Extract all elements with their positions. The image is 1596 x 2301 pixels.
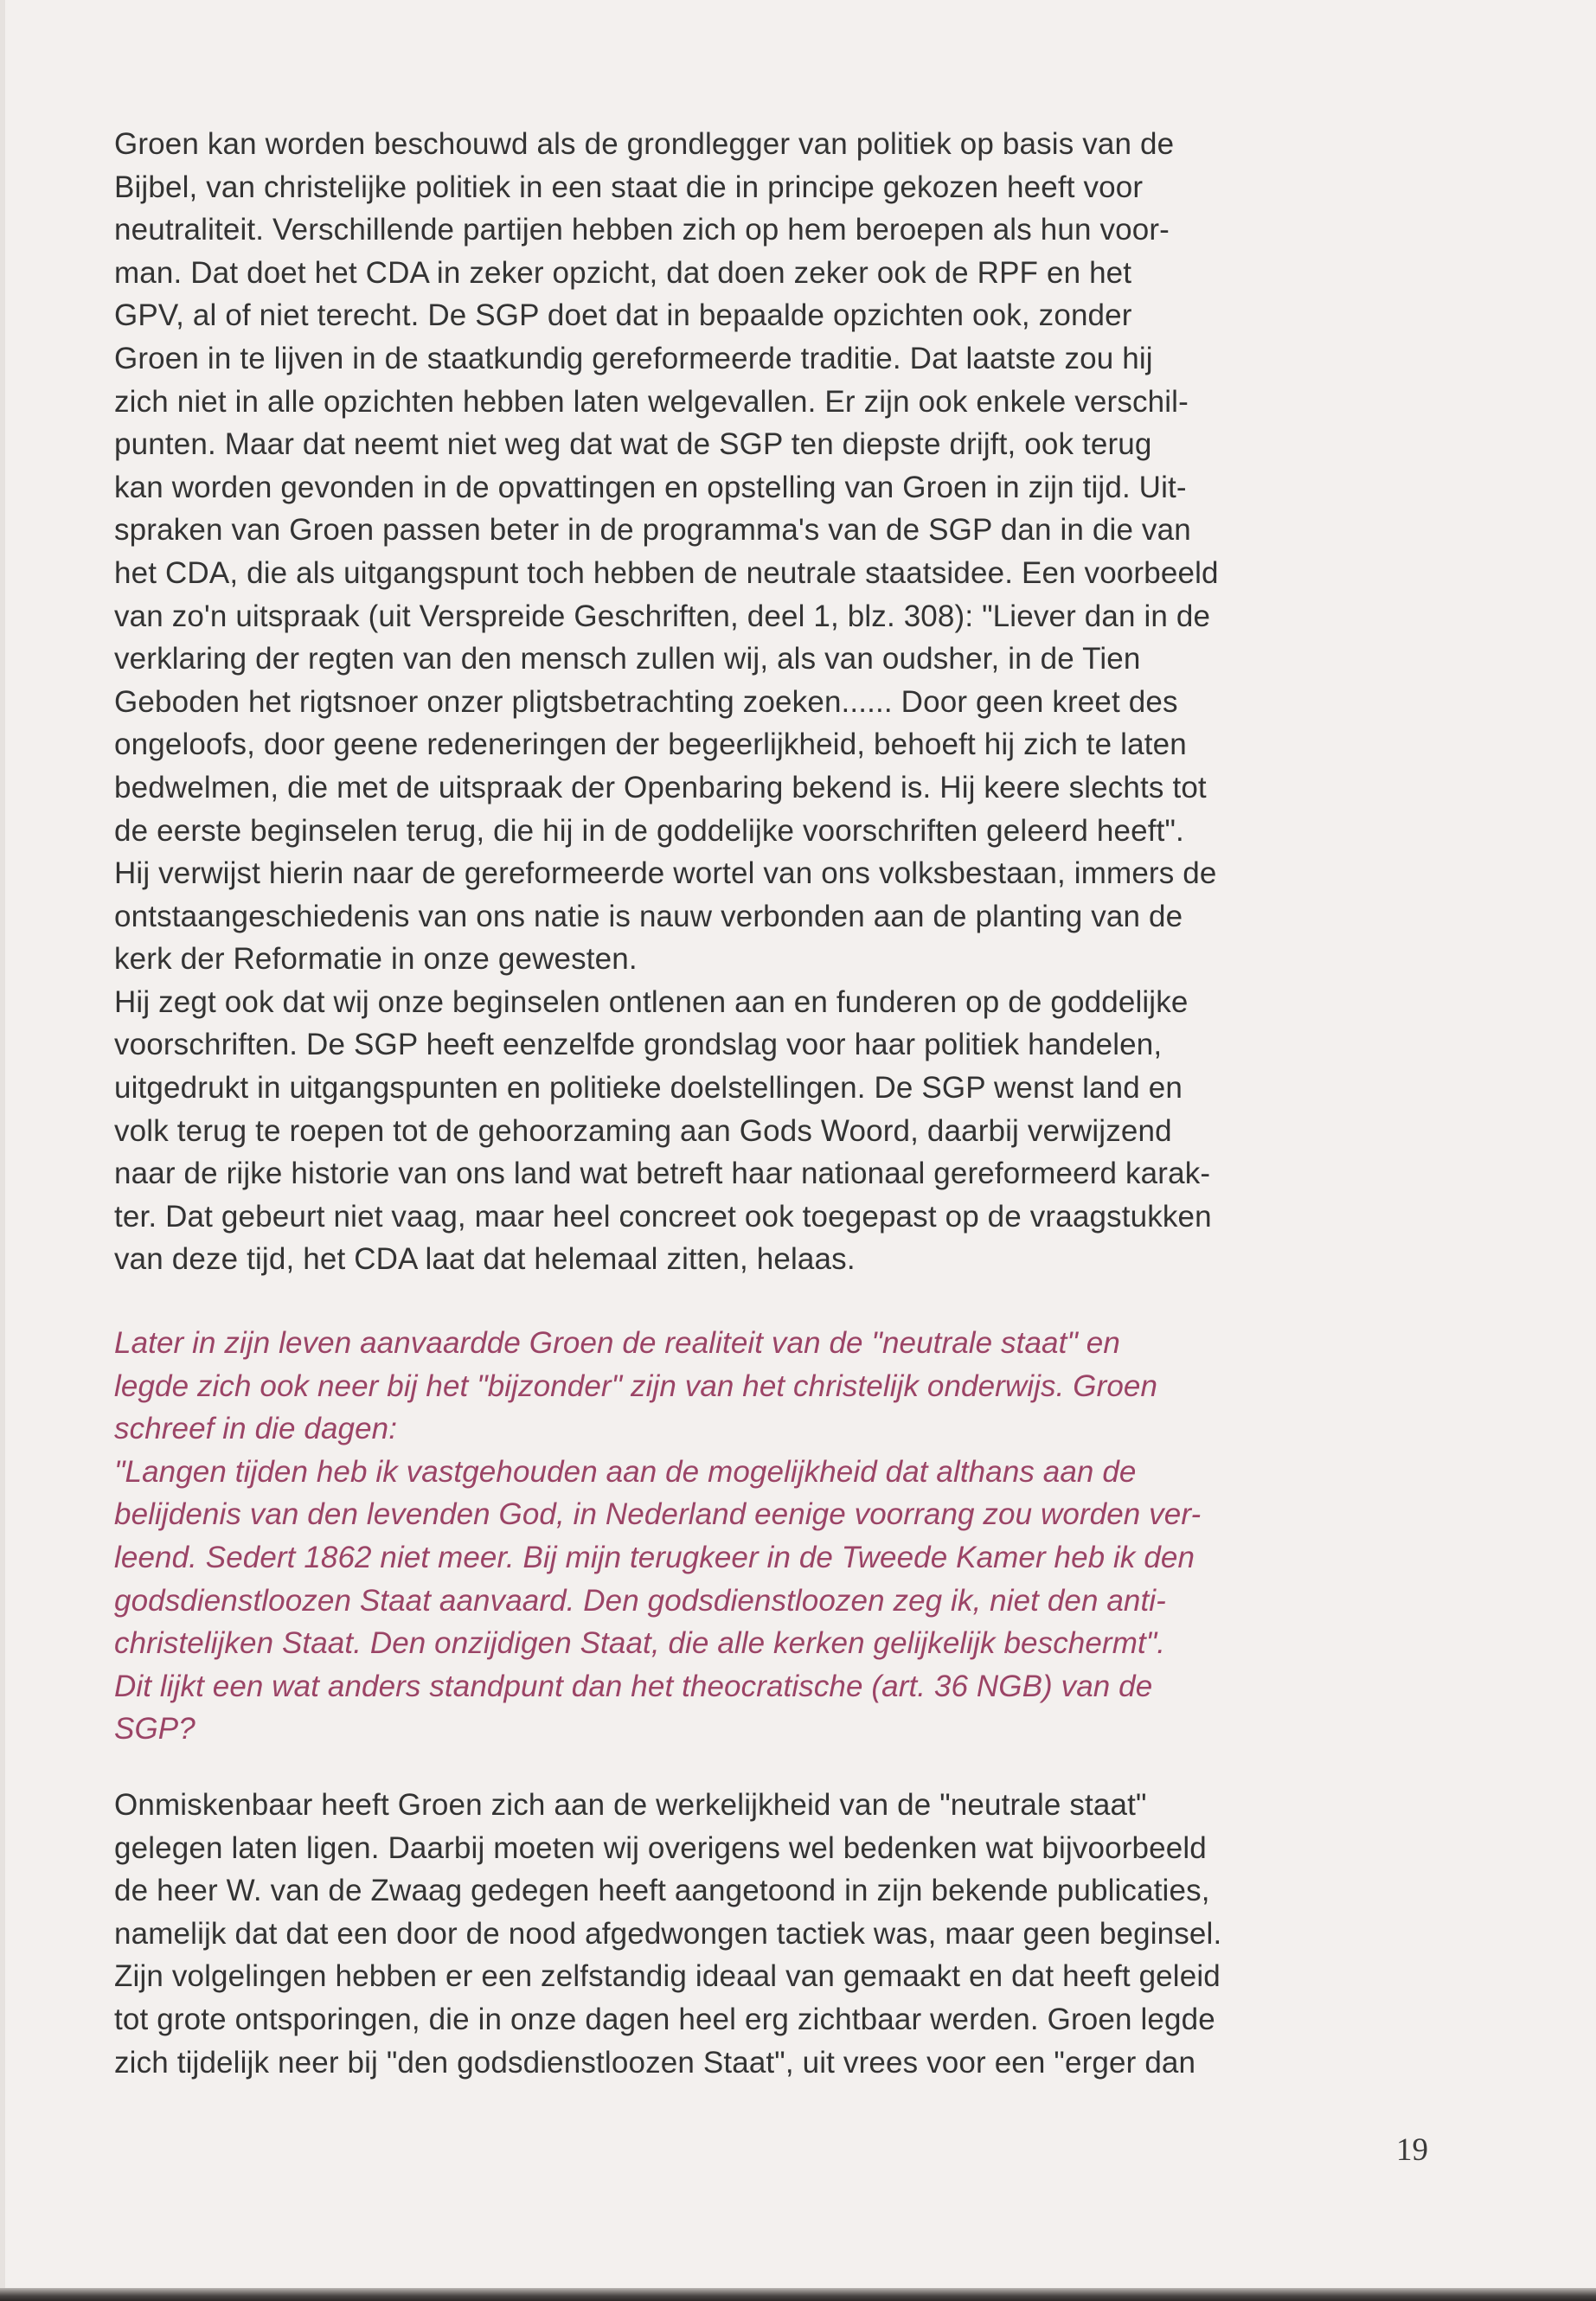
body-paragraph-2 xyxy=(114,1784,1221,2084)
question-line: legde zich ook neer bij het "bijzonder" zijn van het christelijk onderwijs. Groen xyxy=(114,1368,1158,1403)
text-line: gelegen laten ligen. Daarbij moeten wij overigens wel bedenken wat bijvoorbeeld xyxy=(114,1830,1207,1865)
text-line: man. Dat doet het CDA in zeker opzicht, dat doen zeker ook de RPF en het xyxy=(114,255,1132,290)
text-line: verklaring der regten van den mensch zullen wij, als van oudsher, in de Tien xyxy=(114,642,1141,676)
text-line: het CDA, die als uitgangspunt toch hebben de neutrale staatsidee. Een voorbeeld xyxy=(114,555,1219,590)
text-line: ongeloofs, door geene redeneringen der begeerlijkheid, behoeft hij zich te laten xyxy=(114,727,1187,762)
question-line: godsdienstloozen Staat aanvaard. Den godsdienstloozen zeg ik, niet den anti- xyxy=(114,1583,1166,1618)
question-line: christelijken Staat. Den onzijdigen Staat, die alle kerken gelijkelijk beschermt". xyxy=(114,1626,1166,1661)
text-line: Bijbel, van christelijke politiek in een staat die in principe gekozen heeft voor xyxy=(114,170,1144,204)
question-paragraph xyxy=(114,1322,1201,1751)
text-line: Onmiskenbaar heeft Groen zich aan de werkelijkheid van de "neutrale staat" xyxy=(114,1788,1147,1822)
question-line: Dit lijkt een wat anders standpunt dan het theocratische (art. 36 NGB) van de xyxy=(114,1669,1153,1703)
text-line: van deze tijd, het CDA laat dat helemaal zitten, helaas. xyxy=(114,1242,856,1277)
text-line: GPV, al of niet terecht. De SGP doet dat in bepaalde opzichten ook, zonder xyxy=(114,298,1132,333)
text-line: uitgedrukt in uitgangspunten en politieke doelstellingen. De SGP wenst land en xyxy=(114,1071,1183,1106)
text-line: spraken van Groen passen beter in de programma's van de SGP dan in die van xyxy=(114,513,1191,548)
text-line: voorschriften. De SGP heeft eenzelfde grondslag voor haar politiek handelen, xyxy=(114,1028,1163,1062)
question-line: belijdenis van den levenden God, in Nederland eenige voorrang zou worden ver- xyxy=(114,1497,1202,1532)
text-line: Hij verwijst hierin naar de gereformeerde wortel van ons volksbestaan, immers de xyxy=(114,856,1217,891)
question-line: SGP? xyxy=(114,1712,195,1747)
text-line: Zijn volgelingen hebben er een zelfstandig ideaal van gemaakt en dat heeft geleid xyxy=(114,1959,1221,1994)
text-line: naar de rijke historie van ons land wat betreft haar nationaal gereformeerd karak- xyxy=(114,1157,1211,1191)
text-line: kan worden gevonden in de opvattingen en opstelling van Groen in zijn tijd. Uit- xyxy=(114,470,1187,504)
text-line: namelijk dat dat een door de nood afgedwongen tactiek was, maar geen beginsel. xyxy=(114,1916,1222,1951)
text-line: zich tijdelijk neer bij "den godsdienstloozen Staat", uit vrees voor een "erger dan xyxy=(114,2045,1196,2080)
body-paragraph-1 xyxy=(114,123,1219,1281)
text-line: ontstaangeschiedenis van ons natie is nauw verbonden aan de planting van de xyxy=(114,899,1183,933)
text-line: ter. Dat gebeurt niet vaag, maar heel concreet ook toegepast op de vraagstukken xyxy=(114,1199,1212,1234)
text-line: Groen in te lijven in de staatkundig gereformeerde traditie. Dat laatste zou hij xyxy=(114,341,1153,375)
text-line: de eerste beginselen terug, die hij in de goddelijke voorschriften geleerd heeft". xyxy=(114,813,1184,848)
text-line: Geboden het rigtsnoer onzer pligtsbetrachting zoeken...... Door geen kreet des xyxy=(114,684,1178,719)
question-line: schreef in die dagen: xyxy=(114,1412,398,1446)
question-line: leend. Sedert 1862 niet meer. Bij mijn terugkeer in de Tweede Kamer heb ik den xyxy=(114,1540,1195,1574)
question-line: Later in zijn leven aanvaardde Groen de realiteit van de "neutrale staat" en xyxy=(114,1326,1120,1360)
text-line: bedwelmen, die met de uitspraak der Openbaring bekend is. Hij keere slechts tot xyxy=(114,770,1207,804)
text-line: punten. Maar dat neemt niet weg dat wat de SGP ten diepste drijft, ook terug xyxy=(114,427,1152,462)
text-line: Groen kan worden beschouwd als de grondlegger van politiek op basis van de xyxy=(114,127,1175,161)
page-number: 19 xyxy=(1396,2132,1428,2168)
text-line: neutraliteit. Verschillende partijen hebben zich op hem beroepen als hun voor- xyxy=(114,213,1170,247)
text-line: de heer W. van de Zwaag gedegen heeft aangetoond in zijn bekende publicaties, xyxy=(114,1874,1210,1908)
text-line: van zo'n uitspraak (uit Verspreide Geschriften, deel 1, blz. 308): "Liever dan in de xyxy=(114,599,1211,633)
text-line: tot grote ontsporingen, die in onze dagen heel erg zichtbaar werden. Groen legde xyxy=(114,2002,1215,2036)
text-line: zich niet in alle opzichten hebben laten welgevallen. Er zijn ook enkele verschil- xyxy=(114,384,1189,419)
question-line: "Langen tijden heb ik vastgehouden aan de mogelijkheid dat althans aan de xyxy=(114,1454,1137,1489)
text-line: kerk der Reformatie in onze gewesten. xyxy=(114,942,638,977)
scan-bottom-edge xyxy=(0,2288,1596,2301)
text-line: Hij zegt ook dat wij onze beginselen ontlenen aan en funderen op de goddelijke xyxy=(114,984,1189,1019)
text-line: volk terug te roepen tot de gehoorzaming aan Gods Woord, daarbij verwijzend xyxy=(114,1113,1172,1148)
